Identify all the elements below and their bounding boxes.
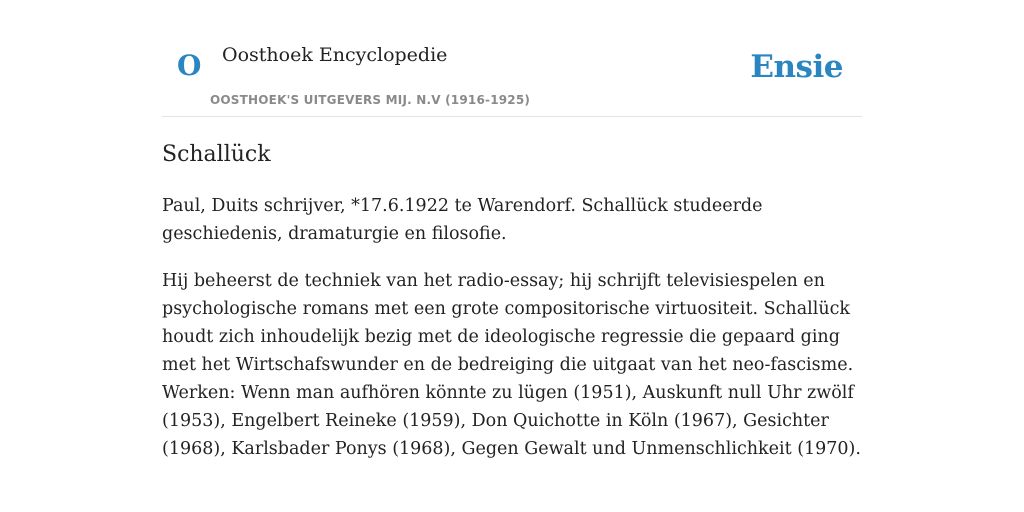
entry-headword: Schallück [162, 142, 271, 167]
ensie-brand-link[interactable]: Ensie [750, 49, 843, 85]
entry-paragraph: Paul, Duits schrijver, *17.6.1922 te Warendorf. Schallück studeerde geschiedenis, dramaturgie en filosofie. [162, 196, 763, 244]
entry-body [162, 192, 862, 482]
encyclopedia-entry-card [162, 0, 862, 459]
publisher-label: OOSTHOEK'S UITGEVERS MIJ. N.V (1916-1925) [210, 93, 531, 107]
source-header [162, 0, 862, 117]
entry-paragraph: Hij beheerst de techniek van het radio-essay; hij schrijft televisiespelen en psychologische romans met een grote compositorische virtuositeit. Schallück houdt zich inhoudelijk bezig met de ideologische regressie die gepaard ging met het Wirtschafswunder en de bedreiging die uitgaat van het neo-fascisme. Werken: Wenn man aufhören könnte zu lügen (1951), Auskunft null Uhr zwölf (1953), Engelbert Reineke (1959), Don Quichotte in Köln (1967), Gesichter (1968), Karlsbader Ponys (1968), Gegen Gewalt und Unmenschlichkeit (1970). [162, 271, 861, 459]
source-title-link[interactable]: Oosthoek Encyclopedie [222, 44, 448, 66]
source-logo-icon[interactable]: O [177, 49, 202, 82]
